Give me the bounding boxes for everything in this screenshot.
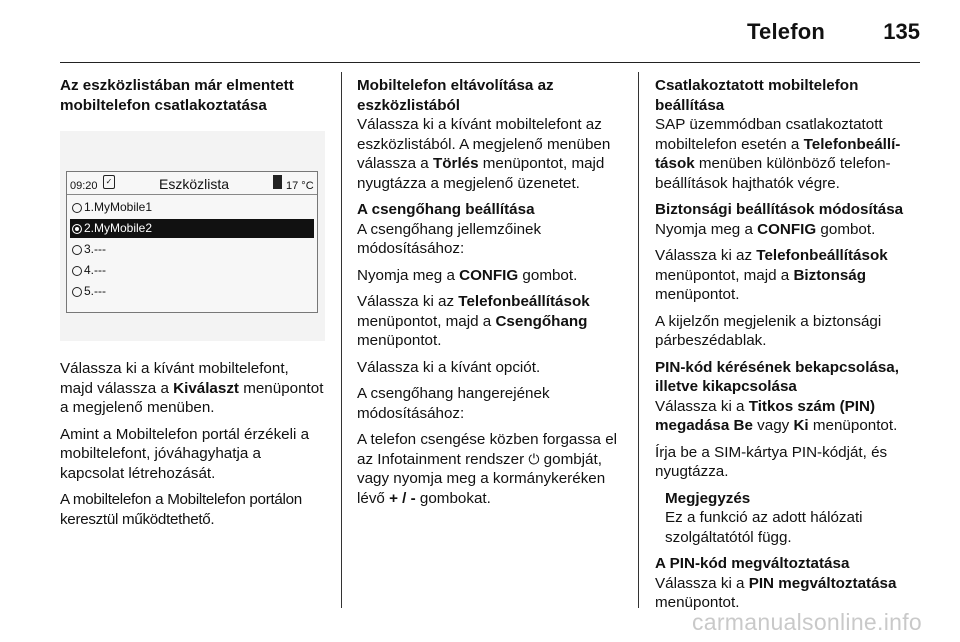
paragraph: Válassza ki a kívánt mobiltelefont az eszközlistából. A megjelenő menüben válassza a Törlés menüpontot, majd nyugtázza a megjelenő üzenetet. — [357, 116, 611, 192]
paragraph: Válassza ki a kívánt mobiltelefont, majd válassza a Kiválaszt menüpontot a megjelenő menüben. — [60, 360, 324, 416]
screen-temperature: 17 °C — [286, 180, 314, 192]
paragraph: A csengőhang hangerejének módosításához: — [357, 385, 550, 422]
screen-time: 09:20 — [70, 180, 98, 192]
paragraph: A mobiltelefon a Mobiltelefon portálon keresztül működtethető. — [60, 491, 302, 528]
paragraph: Válassza ki az Telefonbeállítások menüpontot, majd a Csengőhang menüpontot. — [357, 293, 590, 349]
paragraph: Amint a Mobiltelefon portál érzékeli a mobiltelefont, jóváhagyhatja a kapcsolat létrehozását. — [60, 425, 310, 482]
paragraph: Nyomja meg a CONFIG gombot. — [655, 220, 876, 238]
section-heading: A PIN-kód megváltoztatása — [655, 555, 850, 572]
column-1 — [60, 76, 325, 536]
page-header — [60, 0, 920, 63]
display-screen — [66, 171, 318, 313]
column-divider-2 — [638, 72, 639, 608]
paragraph: A telefon csengése közben forgassa el az Infotainment rendszer ⏻ gombját, vagy nyomja meg a kormánykeréken lévő + / - gombokat. — [357, 431, 618, 507]
paragraph: Válassza ki a PIN megváltoztatása menüpontot. — [655, 574, 897, 611]
paragraph: Nyomja meg a CONFIG gombot. — [357, 266, 578, 284]
radio-selected-icon — [72, 224, 82, 234]
screen-title: Eszközlista — [159, 176, 230, 192]
battery-icon — [273, 175, 282, 189]
list-item: 4.--- — [70, 261, 314, 280]
paragraph: A kijelzőn megjelenik a biztonsági párbeszédablak. — [655, 312, 882, 349]
device-list — [70, 198, 314, 303]
power-icon: ⏻ — [528, 450, 540, 467]
paragraph: SAP üzemmódban csatlakoztatott mobiltelefon esetén a Telefonbeállí-tások menüben különböző telefon-beállítások hajthatók végre. — [655, 116, 901, 192]
section-heading: Csatlakoztatott mobiltelefon beállítása — [655, 77, 859, 114]
section-heading: Az eszközlistában már elmentett mobiltelefon csatlakoztatása — [60, 77, 294, 114]
section-heading: Mobiltelefon eltávolítása az eszközlistából — [357, 77, 554, 114]
paragraph: Válassza ki a Titkos szám (PIN) megadása Be vagy Ki menüpontot. — [655, 397, 898, 434]
section-heading: PIN-kód kérésének bekapcsolása, illetve kikapcsolása — [655, 358, 899, 395]
page-title: Telefon — [747, 19, 825, 44]
column-2 — [357, 76, 622, 515]
radio-icon — [72, 287, 82, 297]
list-item: 1.MyMobile1 — [70, 198, 314, 217]
radio-icon — [72, 245, 82, 255]
watermark: carmanualsonline.info — [691, 609, 922, 635]
radio-icon — [72, 203, 82, 213]
note-text: Ez a funkció az adott hálózati szolgáltatótól függ. — [665, 509, 863, 546]
device-list-screenshot — [60, 131, 325, 341]
paragraph: A csengőhang jellemzőinek módosításához: — [357, 220, 542, 257]
screen-status-bar — [67, 172, 317, 195]
paragraph: Írja be a SIM-kártya PIN-kódját, és nyugtázza. — [655, 443, 888, 480]
paragraph: Válassza ki az Telefonbeállítások menüpontot, majd a Biztonság menüpontot. — [655, 247, 888, 303]
list-item: 5.--- — [70, 282, 314, 301]
note-heading: Megjegyzés — [665, 489, 751, 507]
radio-icon — [72, 266, 82, 276]
paragraph: Válassza ki a kívánt opciót. — [357, 358, 541, 376]
column-3 — [655, 76, 920, 620]
page-number: 135 — [883, 19, 920, 44]
phone-icon: ✓ — [103, 175, 115, 189]
column-divider-1 — [341, 72, 342, 608]
note-box — [665, 489, 920, 548]
section-heading: A csengőhang beállítása — [357, 201, 535, 218]
list-item: 3.--- — [70, 240, 314, 259]
list-item-selected: 2.MyMobile2 — [70, 219, 314, 238]
section-heading: Biztonsági beállítások módosítása — [655, 201, 904, 218]
